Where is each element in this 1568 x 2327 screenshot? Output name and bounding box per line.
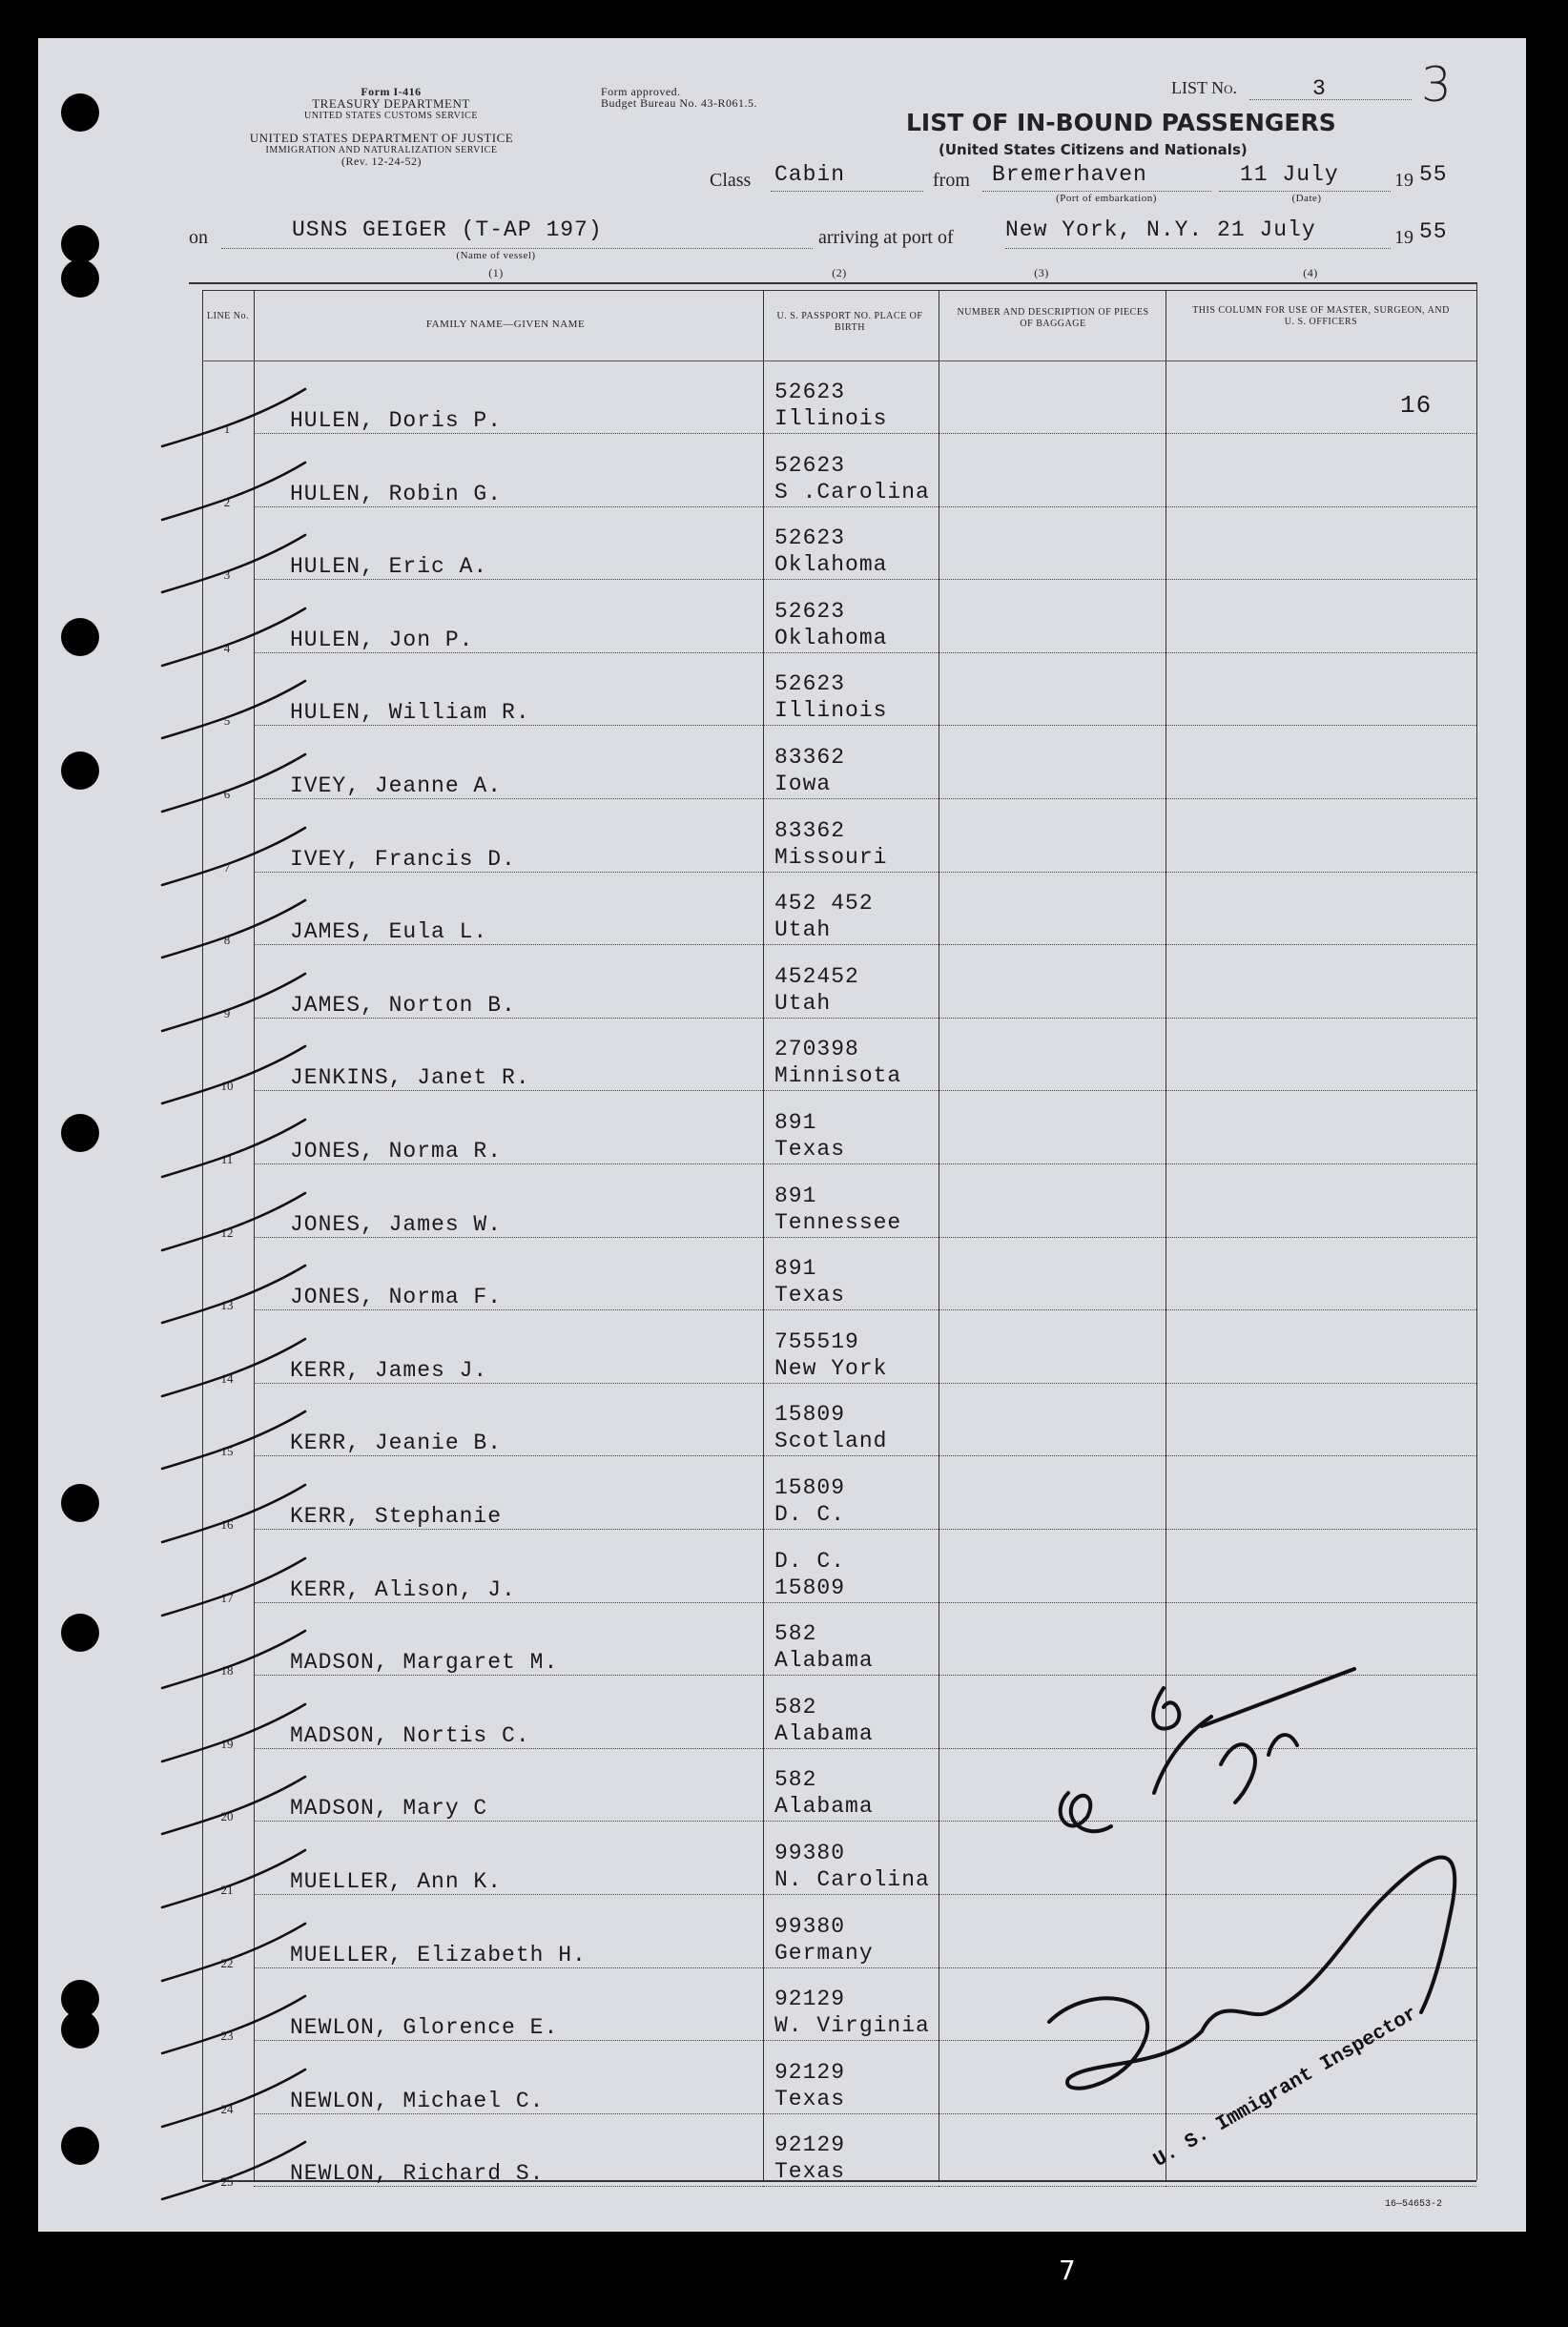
passenger-name: NEWLON, Richard S. [290, 2161, 545, 2187]
check-mark [153, 453, 315, 529]
check-mark [153, 599, 315, 675]
passenger-name: IVEY, Francis D. [290, 846, 516, 872]
class-value: Cabin [774, 162, 846, 187]
header-officers: THIS COLUMN FOR USE OF MASTER, SURGEON, AND U. S. OFFICERS [1192, 305, 1450, 327]
line-number: 21 [220, 1883, 234, 1897]
place-of-birth: D. C. [774, 1502, 846, 1527]
class-label: Class [710, 170, 752, 191]
header-line-no: LINE No. [207, 311, 249, 321]
passport-number: 582 [774, 1694, 817, 1720]
check-mark [153, 1549, 315, 1625]
passport-number: 52623 [774, 671, 846, 697]
passenger-name: HULEN, Eric A. [290, 554, 488, 580]
place-of-birth: Tennessee [774, 1209, 902, 1235]
passport-number: 52623 [774, 598, 846, 624]
punch-hole [61, 93, 99, 132]
check-mark [153, 891, 315, 967]
inspector-signature [1030, 1650, 1469, 2146]
ins-service: IMMIGRATION AND NATURALIZATION SERVICE [265, 145, 498, 155]
header-baggage: NUMBER AND DESCRIPTION OF PIECES OF BAGGAGE [957, 307, 1149, 329]
passport-number: 52623 [774, 452, 846, 478]
passport-number: 755519 [774, 1328, 859, 1354]
check-mark [153, 1475, 315, 1552]
passport-number: 92129 [774, 1987, 846, 2012]
embarkation-port: Bremerhaven [992, 162, 1147, 187]
passenger-name: JENKINS, Janet R. [290, 1065, 530, 1091]
passport-number: 99380 [774, 1913, 846, 1939]
year-prefix-2: 19 [1394, 227, 1413, 248]
from-label: from [933, 170, 970, 191]
passport-number: 270398 [774, 1037, 859, 1062]
place-of-birth: Texas [774, 1137, 846, 1162]
place-of-birth: Texas [774, 2086, 846, 2111]
passenger-name: NEWLON, Michael C. [290, 2088, 545, 2113]
passenger-name: MADSON, Mary C [290, 1796, 488, 1822]
col-index-3: (3) [1034, 266, 1049, 279]
passenger-name: JONES, Norma F. [290, 1285, 503, 1310]
place-of-birth: S .Carolina [774, 479, 930, 505]
line-number: 9 [223, 1005, 231, 1020]
revision: (Rev. 12-24-52) [340, 154, 423, 168]
line-number: 15 [220, 1444, 234, 1459]
passenger-name: HULEN, Robin G. [290, 481, 503, 506]
passenger-name: HULEN, William R. [290, 700, 530, 726]
arrival-port-date: New York, N.Y. 21 July [1005, 217, 1316, 242]
passport-number: 452452 [774, 963, 859, 989]
passenger-name: MUELLER, Elizabeth H. [290, 1942, 587, 1967]
line-number: 14 [220, 1370, 234, 1386]
row1-count: 16 [1400, 391, 1433, 420]
passenger-name: JAMES, Eula L. [290, 919, 488, 945]
place-of-birth: Missouri [774, 844, 888, 870]
vessel-name: USNS GEIGER (T-AP 197) [292, 217, 603, 242]
punch-hole [61, 752, 99, 790]
check-mark [153, 1621, 315, 1698]
line-number: 7 [223, 859, 231, 875]
line-number: 1 [223, 422, 231, 436]
place-of-birth: N. Carolina [774, 1867, 930, 1892]
place-of-birth: Scotland [774, 1429, 888, 1454]
col-index-2: (2) [832, 266, 847, 279]
check-mark [153, 380, 315, 456]
header-name: FAMILY NAME—GIVEN NAME [425, 319, 586, 330]
list-number-handwritten: 3 [1421, 57, 1452, 113]
passport-number: 83362 [774, 817, 846, 843]
passport-number: 52623 [774, 525, 846, 551]
check-mark [153, 525, 315, 602]
place-of-birth: Texas [774, 1283, 846, 1308]
page-mark: 7 [1059, 2255, 1076, 2286]
line-number: 3 [223, 567, 231, 583]
passenger-name: HULEN, Doris P. [290, 408, 503, 433]
passenger-name: IVEY, Jeanne A. [290, 773, 503, 798]
passport-number: 15809 [774, 1402, 846, 1428]
passport-number: 582 [774, 1767, 817, 1793]
line-number: 11 [220, 1152, 234, 1166]
passenger-name: MADSON, Nortis C. [290, 1722, 530, 1748]
line-number: 17 [220, 1590, 234, 1605]
passenger-name: JONES, James W. [290, 1211, 503, 1237]
passport-number: 891 [774, 1183, 817, 1208]
passenger-name: JAMES, Norton B. [290, 992, 516, 1018]
passenger-name: NEWLON, Glorence E. [290, 2015, 559, 2041]
line-number: 20 [220, 1809, 234, 1824]
check-mark [153, 1184, 315, 1260]
line-number: 23 [220, 2028, 234, 2044]
header-passport: U. S. PASSPORT NO. PLACE OF BIRTH [776, 311, 923, 333]
justice-dept: UNITED STATES DEPARTMENT OF JUSTICE [249, 131, 514, 145]
place-of-birth: Minnisota [774, 1063, 902, 1089]
embark-year: 55 [1419, 162, 1448, 187]
check-mark [153, 1987, 315, 2063]
punch-hole [61, 618, 99, 656]
place-of-birth: Oklahoma [774, 552, 888, 578]
punch-hole [61, 259, 99, 298]
passenger-name: KERR, Jeanie B. [290, 1431, 503, 1456]
passport-number: 15809 [774, 1475, 846, 1500]
place-of-birth: Alabama [774, 1720, 874, 1746]
form-number: Form I-416 [361, 85, 422, 98]
page-title: LIST OF IN-BOUND PASSENGERS [906, 109, 1336, 136]
passport-number: D. C. [774, 1548, 846, 1574]
line-number: 13 [220, 1298, 234, 1313]
check-mark [153, 1110, 315, 1186]
list-label: LIST No. [1171, 78, 1238, 97]
passport-number: 83362 [774, 745, 846, 770]
line-number: 24 [220, 2101, 234, 2116]
place-of-birth: Germany [774, 1940, 874, 1966]
check-mark [153, 1767, 315, 1843]
passenger-name: MUELLER, Ann K. [290, 1869, 503, 1894]
passenger-name: HULEN, Jon P. [290, 627, 474, 652]
check-mark [153, 671, 315, 748]
place-of-birth: Illinois [774, 406, 888, 431]
on-label: on [189, 227, 208, 248]
line-number: 4 [223, 640, 231, 655]
punch-hole [61, 2127, 99, 2165]
check-mark [153, 745, 315, 821]
punch-hole [61, 225, 99, 263]
check-mark [153, 1256, 315, 1332]
place-of-birth: 15809 [774, 1575, 846, 1600]
line-number: 6 [223, 787, 231, 801]
line-number: 18 [220, 1663, 234, 1678]
check-mark [153, 2132, 315, 2209]
check-mark [153, 1037, 315, 1113]
line-number: 12 [220, 1225, 234, 1240]
arriving-label: arriving at port of [818, 227, 954, 248]
check-mark [153, 2060, 315, 2136]
check-mark [153, 1914, 315, 1990]
date-caption: (Date) [1291, 193, 1322, 204]
passenger-name: KERR, James J. [290, 1357, 488, 1383]
list-number: 3 [1312, 76, 1327, 101]
arrival-year: 55 [1419, 219, 1448, 244]
check-mark [153, 1695, 315, 1771]
passenger-name: KERR, Alison, J. [290, 1576, 516, 1602]
line-number: 25 [220, 2174, 234, 2190]
place-of-birth: Utah [774, 990, 832, 1016]
embarkation-caption: (Port of embarkation) [1056, 193, 1157, 204]
place-of-birth: Alabama [774, 1648, 874, 1674]
year-prefix-1: 19 [1394, 170, 1413, 191]
place-of-birth: Utah [774, 917, 832, 943]
place-of-birth: Oklahoma [774, 625, 888, 650]
embark-date: 11 July [1240, 162, 1339, 187]
col-index-4: (4) [1303, 266, 1318, 279]
place-of-birth: Texas [774, 2159, 846, 2185]
line-number: 8 [223, 933, 231, 948]
place-of-birth: Iowa [774, 772, 832, 796]
page-subtitle: (United States Citizens and Nationals) [939, 141, 1248, 158]
passport-number: 99380 [774, 1841, 846, 1865]
budget-bureau: Budget Bureau No. 43-R061.5. [601, 96, 757, 110]
vessel-caption: (Name of vessel) [456, 250, 536, 261]
check-mark [153, 964, 315, 1040]
punch-hole [61, 1114, 99, 1152]
place-of-birth: Alabama [774, 1794, 874, 1820]
customs-service: UNITED STATES CUSTOMS SERVICE [304, 111, 478, 121]
check-mark [153, 1841, 315, 1917]
passport-number: 52623 [774, 380, 846, 404]
line-number: 22 [220, 1955, 234, 1970]
passport-number: 582 [774, 1621, 817, 1647]
passenger-name: JONES, Norma R. [290, 1139, 503, 1164]
passenger-name: KERR, Stephanie [290, 1504, 503, 1529]
passport-number: 452 452 [774, 891, 874, 916]
form-approved: Form approved. [601, 85, 681, 98]
passport-number: 891 [774, 1110, 817, 1135]
punch-hole [61, 2010, 99, 2049]
punch-hole [61, 1484, 99, 1522]
form-code: 16—54653-2 [1385, 2199, 1443, 2210]
treasury-dept: TREASURY DEPARTMENT [312, 96, 470, 111]
place-of-birth: W. Virginia [774, 2013, 930, 2039]
passport-number: 92129 [774, 2132, 846, 2158]
passport-number: 92129 [774, 2059, 846, 2085]
check-mark [153, 1329, 315, 1406]
line-number: 5 [223, 713, 231, 729]
check-mark [153, 818, 315, 895]
passport-number: 891 [774, 1256, 817, 1282]
line-number: 2 [223, 494, 231, 509]
passenger-name: MADSON, Margaret M. [290, 1650, 559, 1676]
line-number: 10 [220, 1079, 234, 1094]
punch-hole [61, 1614, 99, 1652]
place-of-birth: Illinois [774, 698, 888, 724]
inspector-stamp: U. S. Immigrant Inspector [1150, 2003, 1422, 2173]
line-number: 16 [220, 1517, 234, 1532]
col-index-1: (1) [488, 266, 504, 279]
place-of-birth: New York [774, 1355, 888, 1381]
line-number: 19 [220, 1736, 234, 1751]
check-mark [153, 1402, 315, 1478]
